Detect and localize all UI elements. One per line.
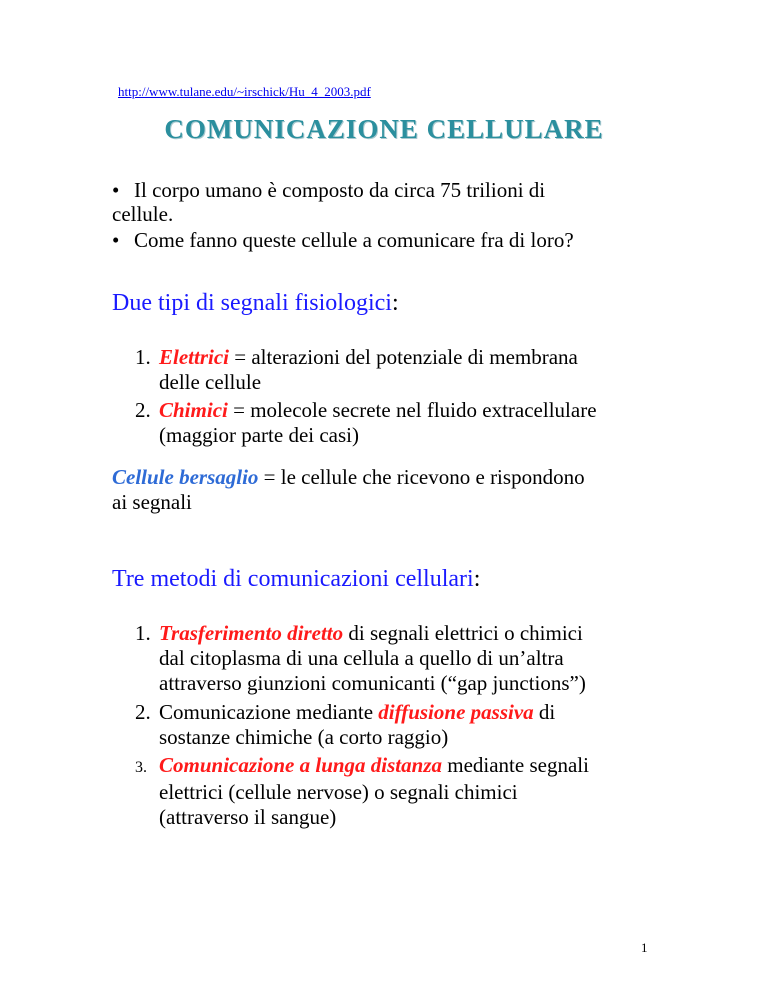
list-number: 2. <box>135 700 151 724</box>
list-text: di <box>533 700 556 724</box>
list-continuation: (attraverso il sangue) <box>159 805 337 829</box>
list-text: Comunicazione mediante <box>159 700 379 724</box>
list-continuation: sostanze chimiche (a corto raggio) <box>159 725 449 749</box>
list-number: 3. <box>135 759 147 776</box>
term-highlight: Trasferimento diretto <box>159 621 344 645</box>
bullet-continuation: cellule. <box>112 202 174 226</box>
bullet-item <box>112 178 545 203</box>
term-highlight: Chimici <box>159 398 228 422</box>
term-highlight: Elettrici <box>159 345 229 369</box>
list-text: mediante segnali <box>442 753 589 777</box>
section-heading <box>112 566 480 593</box>
list-item <box>135 700 555 750</box>
list-continuation: (maggior parte dei casi) <box>159 423 359 447</box>
bullet-icon: • <box>112 178 120 202</box>
list-item <box>135 398 597 448</box>
page-number: 1 <box>641 940 648 955</box>
source-link[interactable]: http://www.tulane.edu/~irschick/Hu_4_2003.pdf <box>118 84 371 99</box>
list-item <box>135 753 589 830</box>
list-continuation: dal citoplasma di una cellula a quello di un’altra <box>159 646 564 670</box>
list-item <box>135 621 586 696</box>
list-item <box>135 345 578 395</box>
list-text: = molecole secrete nel fluido extracellulare <box>227 398 597 422</box>
list-number: 2. <box>135 398 151 422</box>
list-continuation: delle cellule <box>159 370 262 394</box>
list-continuation: elettrici (cellule nervose) o segnali chimici <box>159 780 518 804</box>
bullet-item <box>112 228 574 253</box>
list-continuation: attraverso giunzioni comunicanti (“gap junctions”) <box>159 671 586 695</box>
heading-colon: : <box>391 290 399 316</box>
section-heading-text: Tre metodi di comunicazioni cellulari <box>112 566 474 592</box>
term-highlight: Comunicazione a lunga distanza <box>159 753 442 777</box>
list-text: di segnali elettrici o chimici <box>343 621 583 645</box>
term-highlight: Cellule bersaglio <box>112 465 259 489</box>
definition-continuation: ai segnali <box>112 490 192 514</box>
definition-text: = le cellule che ricevono e rispondono <box>258 465 585 489</box>
heading-colon: : <box>473 566 481 592</box>
bullet-text: Il corpo umano è composto da circa 75 trilioni di <box>134 178 546 202</box>
section-heading-text: Due tipi di segnali fisiologici <box>112 290 392 316</box>
definition <box>112 465 585 490</box>
page-title: COMUNICAZIONE CELLULARE <box>164 114 604 144</box>
list-number: 1. <box>135 621 151 645</box>
bullet-icon: • <box>112 228 120 252</box>
term-highlight: diffusione passiva <box>378 700 534 724</box>
bullet-text: Come fanno queste cellule a comunicare fra di loro? <box>134 228 574 252</box>
list-text: = alterazioni del potenziale di membrana <box>229 345 578 369</box>
list-number: 1. <box>135 345 151 369</box>
section-heading <box>112 290 399 317</box>
